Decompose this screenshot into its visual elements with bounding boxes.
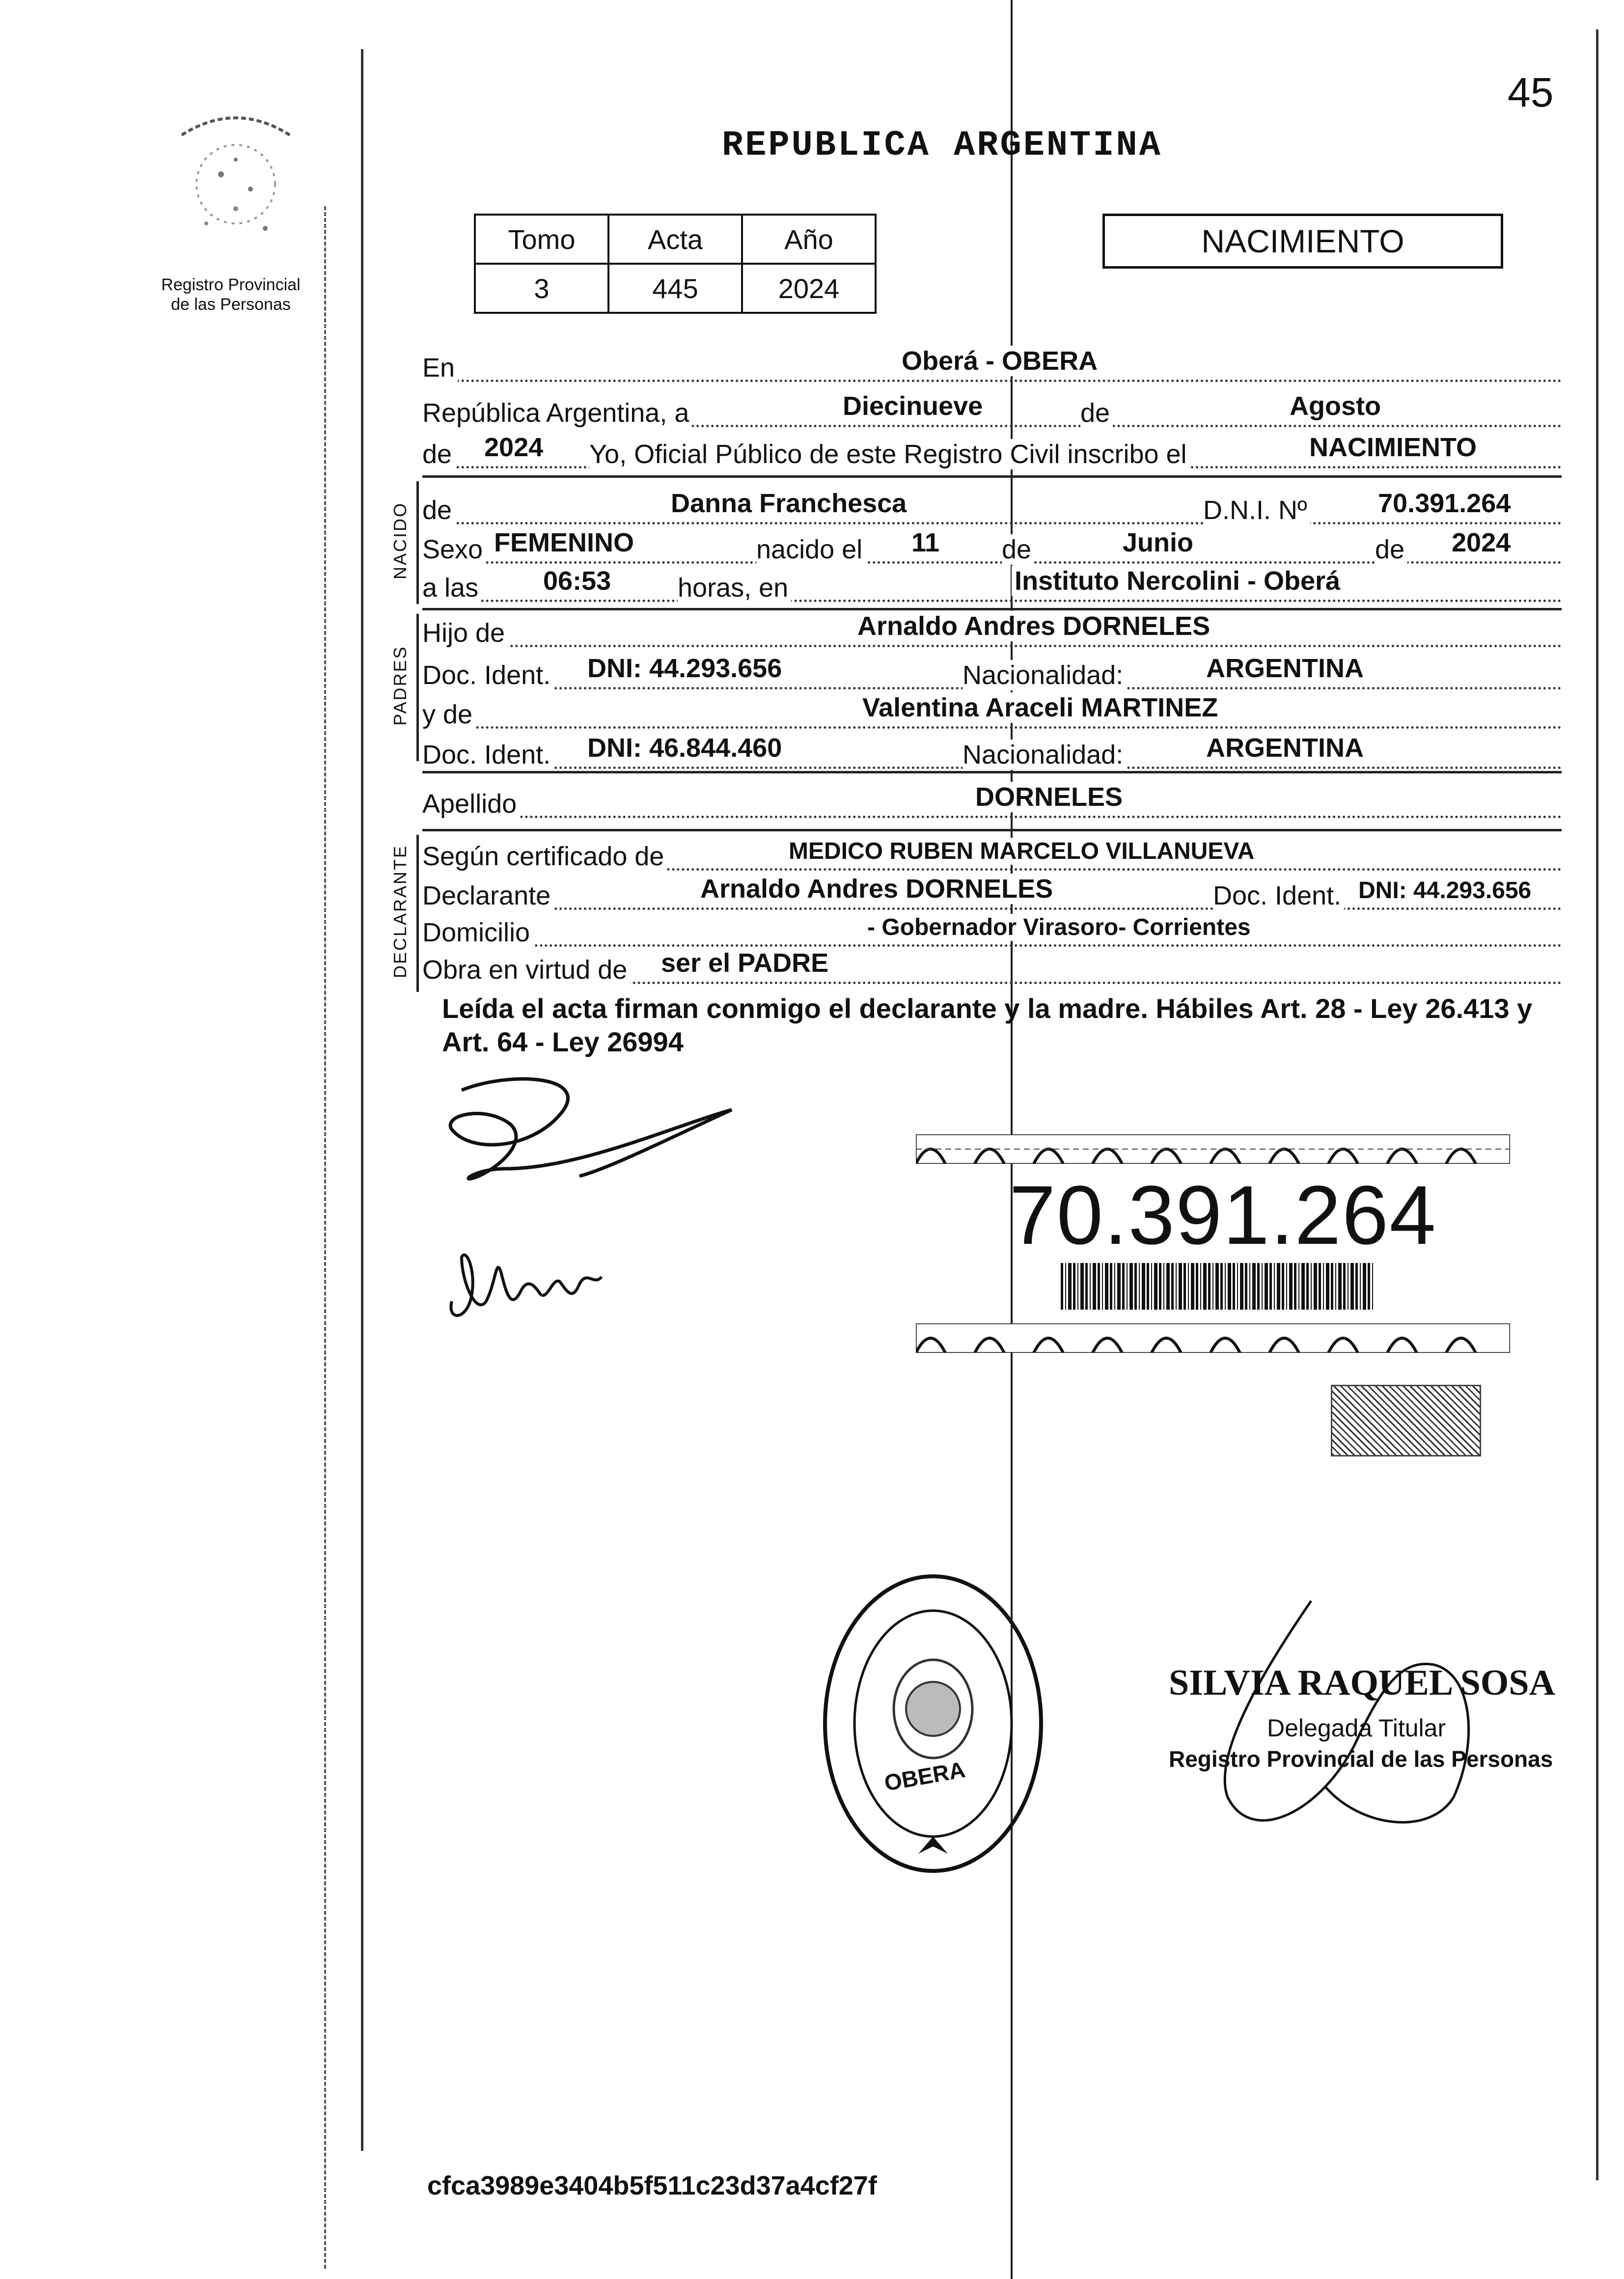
official-title: Delegada Titular bbox=[1267, 1714, 1446, 1742]
year-prefix: de bbox=[422, 439, 455, 469]
right-margin-line bbox=[1596, 29, 1598, 2180]
registry-caption-line2: de las Personas bbox=[171, 295, 291, 314]
sex-value: FEMENINO bbox=[491, 527, 637, 558]
line-apellido bbox=[422, 780, 1562, 825]
certificado-value: MEDICO RUBEN MARCELO VILLANUEVA bbox=[786, 838, 1257, 865]
barcode-label bbox=[916, 1134, 1510, 1345]
time-value: 06:53 bbox=[540, 566, 614, 596]
line-hijo bbox=[422, 609, 1562, 654]
line-republica bbox=[422, 389, 1562, 434]
declarante-section-label: DECLARANTE bbox=[390, 844, 410, 979]
obra-value: ser el PADRE bbox=[658, 948, 831, 978]
y-de-label: y de bbox=[422, 699, 475, 730]
month-value: Agosto bbox=[1287, 391, 1384, 421]
line-mother-doc bbox=[422, 731, 1562, 776]
apellido-label: Apellido bbox=[422, 789, 520, 819]
declarante-name-value: Arnaldo Andres DORNELES bbox=[697, 874, 1056, 904]
anio-value: 2024 bbox=[742, 264, 876, 313]
acta-header: Acta bbox=[608, 215, 742, 264]
birth-month-value: Junio bbox=[1120, 527, 1196, 558]
record-table bbox=[474, 214, 877, 314]
de-label: de bbox=[1080, 398, 1113, 428]
seal-city: OBERA bbox=[882, 1756, 967, 1796]
registry-caption-line1: Registro Provincial bbox=[161, 275, 301, 294]
registry-emblem-icon bbox=[162, 106, 309, 263]
barcode-number: 70.391.264 bbox=[1009, 1169, 1437, 1262]
mother-nationality-value: ARGENTINA bbox=[1203, 733, 1367, 763]
declarante-doc-value: DNI: 44.293.656 bbox=[1355, 877, 1534, 904]
anio-header: Año bbox=[742, 215, 876, 264]
mother-doc-value: DNI: 46.844.460 bbox=[584, 733, 785, 763]
domicilio-value: - Gobernador Virasoro- Corrientes bbox=[864, 914, 1254, 941]
dni-label: D.N.I. Nº bbox=[1203, 495, 1310, 525]
nacionalidad-label-2: Nacionalidad: bbox=[963, 740, 1126, 770]
apellido-value: DORNELES bbox=[972, 782, 1126, 812]
line-father-doc bbox=[422, 651, 1562, 696]
declarante-doc-label: Doc. Ident. bbox=[1213, 880, 1344, 911]
hijo-label: Hijo de bbox=[422, 618, 508, 648]
birth-day-value: 11 bbox=[908, 527, 942, 558]
official-office: Registro Provincial de las Personas bbox=[1169, 1746, 1553, 1772]
line-y-de bbox=[422, 690, 1562, 736]
declarante-label: Declarante bbox=[422, 880, 553, 911]
official-name: SILVIA RAQUEL SOSA bbox=[1169, 1663, 1555, 1703]
mother-signature bbox=[432, 1228, 629, 1336]
sexo-label: Sexo bbox=[422, 534, 486, 565]
padres-section-label: PADRES bbox=[390, 645, 410, 726]
obra-label: Obra en virtud de bbox=[422, 955, 630, 985]
page-number: 45 bbox=[1508, 69, 1554, 115]
acta-value: 445 bbox=[608, 264, 742, 313]
year-value: 2024 bbox=[481, 432, 546, 463]
line-certificado bbox=[422, 832, 1562, 878]
day-words-value: Diecinueve bbox=[840, 391, 986, 421]
guilloche-top-icon bbox=[916, 1134, 1510, 1164]
security-hologram-icon bbox=[1331, 1385, 1481, 1456]
child-dni-value: 70.391.264 bbox=[1375, 488, 1514, 519]
line-nacido-name bbox=[422, 486, 1562, 531]
line-en bbox=[422, 344, 1562, 389]
domicilio-label: Domicilio bbox=[422, 917, 533, 948]
official-seal-icon bbox=[815, 1566, 1051, 1881]
document-title: REPUBLICA ARGENTINA bbox=[722, 125, 1162, 165]
tomo-header: Tomo bbox=[475, 215, 608, 264]
hora-prefix: a las bbox=[422, 573, 481, 603]
document-hash: cfca3989e3404b5f511c23d37a4cf27f bbox=[427, 2171, 877, 2200]
left-dotted-margin bbox=[324, 206, 326, 2269]
father-doc-value: DNI: 44.293.656 bbox=[584, 653, 785, 684]
nacionalidad-label: Nacionalidad: bbox=[963, 660, 1126, 690]
mother-name-value: Valentina Araceli MARTINEZ bbox=[859, 692, 1221, 723]
father-nationality-value: ARGENTINA bbox=[1203, 653, 1367, 684]
line-obra bbox=[422, 946, 1562, 991]
child-name-value: Danna Franchesca bbox=[668, 488, 909, 519]
record-type-box: NACIMIENTO bbox=[1102, 214, 1503, 269]
birth-place-value: Instituto Nercolini - Oberá bbox=[1012, 566, 1343, 596]
act-type-value: NACIMIENTO bbox=[1306, 432, 1480, 463]
birth-year-value: 2024 bbox=[1449, 527, 1514, 558]
father-name-value: Arnaldo Andres DORNELES bbox=[854, 611, 1213, 641]
barcode-icon bbox=[1061, 1263, 1375, 1310]
registry-caption bbox=[142, 275, 319, 314]
nacido-el-label: nacido el bbox=[756, 534, 865, 565]
de-label-2: de bbox=[1002, 534, 1034, 565]
left-margin-line bbox=[361, 49, 363, 2151]
de-label-3: de bbox=[1375, 534, 1407, 565]
line-year bbox=[422, 430, 1562, 475]
place-value: Oberá - OBERA bbox=[899, 346, 1101, 376]
hora-suffix: horas, en bbox=[678, 573, 791, 603]
line-hora bbox=[422, 564, 1562, 609]
inscribe-text: Yo, Oficial Público de este Registro Civil inscribo el bbox=[589, 439, 1190, 469]
closing-statement: Leída el acta firman conmigo el declarante y la madre. Hábiles Art. 28 - Ley 26.413 y Art. 64 - Ley 26994 bbox=[442, 993, 1533, 1057]
certificado-label: Según certificado de bbox=[422, 841, 667, 872]
doc-ident-label-2: Doc. Ident. bbox=[422, 740, 553, 770]
nacido-section-label: NACIDO bbox=[390, 502, 410, 580]
declarant-signature bbox=[432, 1071, 776, 1198]
guilloche-bottom-icon bbox=[916, 1323, 1510, 1353]
nacido-de-label: de bbox=[422, 495, 455, 525]
en-label: En bbox=[422, 353, 458, 383]
republica-label: República Argentina, a bbox=[422, 398, 692, 428]
doc-ident-label: Doc. Ident. bbox=[422, 660, 553, 690]
tomo-value: 3 bbox=[475, 264, 608, 313]
